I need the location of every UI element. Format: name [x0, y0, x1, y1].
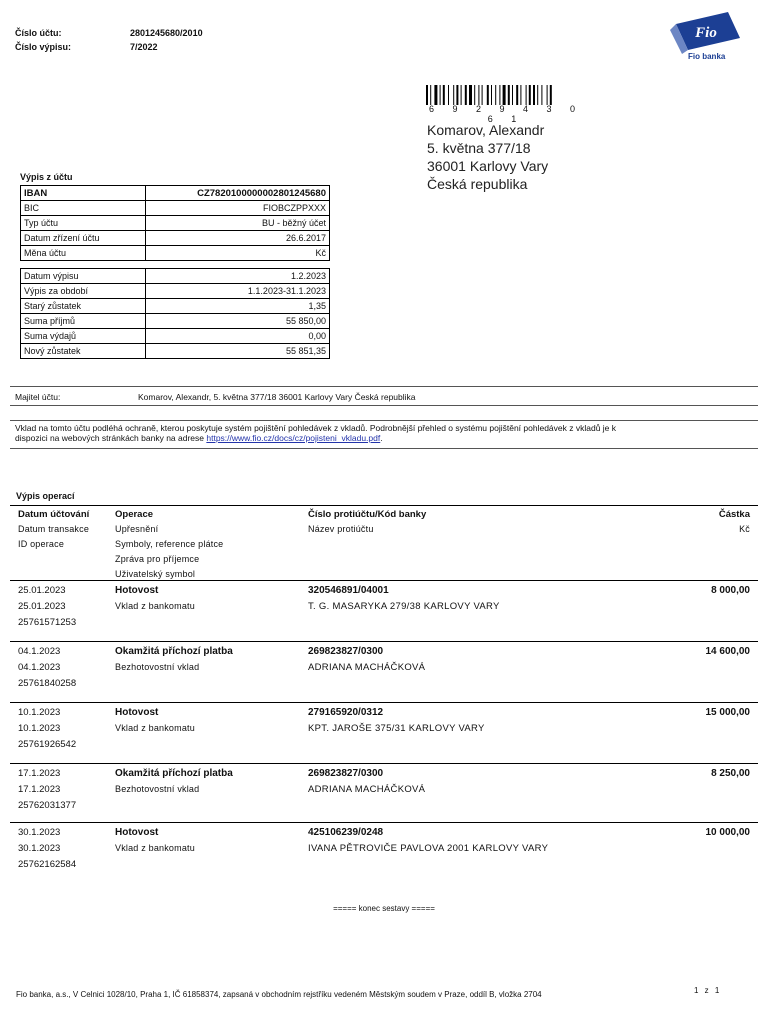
- footer-company: Fio banka, a.s., V Celnici 1028/10, Praha 1, IČ 61858374, zapsaná v obchodním rejstříku vedeném Městským soudem v Praze, oddíl B, vložka 2704: [16, 990, 542, 999]
- statement-number: 7/2022: [130, 42, 158, 52]
- row-divider: [10, 641, 758, 642]
- operation-detail: Vklad z bankomatu: [115, 843, 195, 853]
- operation-id: 25761840258: [18, 678, 77, 689]
- account-info-value: 55 851,35: [146, 344, 330, 359]
- barcode-number: 6 9 2 9 4 3 0 6 1: [428, 104, 584, 124]
- account-info-value: 1.1.2023-31.1.2023: [146, 284, 330, 299]
- counter-account: 320546891/04001: [308, 585, 389, 596]
- operation-id: 25762162584: [18, 859, 77, 870]
- barcode-bar: [503, 85, 506, 105]
- counter-account-name: ADRIANA MACHÁČKOVÁ: [308, 662, 426, 673]
- account-info-row: [21, 186, 330, 201]
- statement-number-label: Číslo výpisu:: [15, 42, 72, 52]
- barcode-bar: [443, 85, 445, 105]
- account-info-table: [20, 185, 330, 261]
- account-info-label: Datum zřízení účtu: [21, 231, 146, 246]
- account-info-title: Výpis z účtu: [20, 172, 73, 182]
- address-city: 36001 Karlovy Vary: [427, 158, 549, 174]
- account-info-value: 1.2.2023: [146, 269, 330, 284]
- barcode-bar: [487, 85, 489, 105]
- account-info-row: [21, 246, 330, 261]
- operation-detail: Vklad z bankomatu: [115, 723, 195, 733]
- operations-title: Výpis operací: [16, 491, 75, 501]
- operation-type: Hotovost: [115, 827, 159, 838]
- account-info-label: Suma příjmů: [21, 314, 146, 329]
- account-info-row: [21, 314, 330, 329]
- account-info-row: [21, 231, 330, 246]
- barcode-bar: [499, 85, 500, 105]
- end-of-report: ===== konec sestavy =====: [333, 904, 435, 913]
- account-info-row: [21, 269, 330, 284]
- column-header-counterparty: Číslo protiúčtu/Kód banky Název protiúčtu: [308, 509, 427, 534]
- barcode-bar: [482, 85, 483, 105]
- statement-summary-table: [20, 268, 330, 359]
- operation-detail: Vklad z bankomatu: [115, 601, 195, 611]
- barcode-bar: [508, 85, 510, 105]
- account-info-row: [21, 329, 330, 344]
- barcode-bar: [440, 85, 441, 105]
- posting-date: 04.1.2023: [18, 646, 61, 657]
- notice-line-1: Vklad na tomto účtu podléhá ochraně, kterou poskytuje systém pojištění pohledávek z vkladů. Podrobnější přehled o systému pojištění pohledávek z vkladů je k: [15, 423, 617, 433]
- account-info-row: [21, 216, 330, 231]
- barcode-bar: [456, 85, 458, 105]
- counter-account-name: ADRIANA MACHÁČKOVÁ: [308, 784, 426, 795]
- account-info-row: [21, 284, 330, 299]
- deposit-notice: [15, 423, 755, 443]
- operation-type: Okamžitá příchozí platba: [115, 768, 233, 779]
- account-info-label: Výpis za období: [21, 284, 146, 299]
- amount: 8 250,00: [711, 768, 750, 779]
- address-country: Česká republika: [427, 176, 528, 192]
- account-info-row: [21, 299, 330, 314]
- logo-brand: Fio: [695, 25, 717, 41]
- account-info-value: Kč: [146, 246, 330, 261]
- row-divider: [10, 763, 758, 764]
- account-info-label: Nový zůstatek: [21, 344, 146, 359]
- barcode-bar: [537, 85, 538, 105]
- posting-date: 17.1.2023: [18, 768, 61, 779]
- account-number-label: Číslo účtu:: [15, 28, 62, 38]
- counter-account: 279165920/0312: [308, 707, 384, 718]
- operation-id: 25762031377: [18, 800, 77, 811]
- amount: 14 600,00: [705, 646, 750, 657]
- transaction-date: 04.1.2023: [18, 662, 61, 673]
- account-info-value: 0,00: [146, 329, 330, 344]
- barcode-bar: [474, 85, 475, 105]
- account-info-label: IBAN: [21, 186, 146, 201]
- barcode-bar: [533, 85, 535, 105]
- barcode-bar: [469, 85, 472, 105]
- account-info-label: Datum výpisu: [21, 269, 146, 284]
- barcode-bar: [547, 85, 548, 105]
- posting-date: 30.1.2023: [18, 827, 61, 838]
- barcode-bar: [512, 85, 513, 105]
- notice-line-2: dispozici na webových stránkách banky na adrese https://www.fio.cz/docs/cz/pojisteni_vkladu.pdf.: [15, 433, 383, 443]
- account-info-label: BIC: [21, 201, 146, 216]
- owner-label: Majitel účtu:: [15, 392, 61, 402]
- barcode-bar: [461, 85, 462, 105]
- account-info-label: Měna účtu: [21, 246, 146, 261]
- owner-value: Komarov, Alexandr, 5. května 377/18 36001 Karlovy Vary Česká republika: [138, 392, 416, 402]
- account-info-value: CZ7820100000002801245680: [146, 186, 330, 201]
- posting-date: 10.1.2023: [18, 707, 61, 718]
- amount: 10 000,00: [705, 827, 750, 838]
- row-divider: [10, 702, 758, 703]
- barcode-bar: [478, 85, 479, 105]
- counter-account: 425106239/0248: [308, 827, 384, 838]
- account-info-value: BU - běžný účet: [146, 216, 330, 231]
- barcode-bar: [495, 85, 496, 105]
- operation-id: 25761926542: [18, 739, 77, 750]
- account-info-value: FIOBCZPPXXX: [146, 201, 330, 216]
- operation-type: Hotovost: [115, 585, 159, 596]
- barcode-bar: [448, 85, 449, 105]
- barcode-bar: [426, 85, 428, 105]
- bank-name: Fio banka: [688, 52, 726, 61]
- counter-account: 269823827/0300: [308, 646, 384, 657]
- column-header-operation: Operace Upřesnění Symboly, reference plátce Zpráva pro příjemce Uživatelský symbol: [115, 509, 224, 579]
- counter-account-name: T. G. MASARYKA 279/38 KARLOVY VARY: [308, 601, 500, 612]
- account-info-row: [21, 201, 330, 216]
- account-info-value: 26.6.2017: [146, 231, 330, 246]
- account-info-label: Typ účtu: [21, 216, 146, 231]
- operation-detail: Bezhotovostní vklad: [115, 784, 200, 794]
- page-number: 1 z 1: [694, 986, 722, 995]
- barcode-bar: [491, 85, 492, 105]
- barcode-bar: [430, 85, 431, 105]
- barcode-bar: [520, 85, 521, 105]
- operation-id: 25761571253: [18, 617, 77, 628]
- barcode-bar: [516, 85, 518, 105]
- operation-type: Hotovost: [115, 707, 159, 718]
- counter-account-name: KPT. JAROŠE 375/31 KARLOVY VARY: [308, 723, 485, 734]
- account-info-value: 1,35: [146, 299, 330, 314]
- column-header-dates: Datum účtování Datum transakce ID operace: [18, 509, 90, 549]
- barcode-bar: [541, 85, 542, 105]
- transaction-date: 17.1.2023: [18, 784, 61, 795]
- insurance-link[interactable]: https://www.fio.cz/docs/cz/pojisteni_vkladu.pdf: [206, 433, 381, 443]
- posting-date: 25.01.2023: [18, 585, 66, 596]
- amount: 8 000,00: [711, 585, 750, 596]
- account-info-value: 55 850,00: [146, 314, 330, 329]
- address-name: Komarov, Alexandr: [427, 122, 545, 138]
- barcode-bar: [453, 85, 454, 105]
- barcode-bar: [465, 85, 467, 105]
- operation-detail: Bezhotovostní vklad: [115, 662, 200, 672]
- barcode-bar: [550, 85, 552, 105]
- account-info-row: [21, 344, 330, 359]
- account-number: 2801245680/2010: [130, 28, 203, 38]
- transaction-date: 30.1.2023: [18, 843, 61, 854]
- counter-account-name: IVANA PĚTROVIČE PAVLOVA 2001 KARLOVY VARY: [308, 843, 549, 854]
- transaction-date: 25.01.2023: [18, 601, 66, 612]
- barcode-bar: [434, 85, 437, 105]
- transaction-date: 10.1.2023: [18, 723, 61, 734]
- barcode-bar: [526, 85, 527, 105]
- account-info-label: Suma výdajů: [21, 329, 146, 344]
- account-info-label: Starý zůstatek: [21, 299, 146, 314]
- address-street: 5. května 377/18: [427, 140, 531, 156]
- amount: 15 000,00: [705, 707, 750, 718]
- row-divider: [10, 822, 758, 823]
- counter-account: 269823827/0300: [308, 768, 384, 779]
- column-header-amount: Částka Kč: [718, 509, 750, 534]
- operation-type: Okamžitá příchozí platba: [115, 646, 233, 657]
- row-divider: [10, 580, 758, 581]
- barcode-bar: [529, 85, 531, 105]
